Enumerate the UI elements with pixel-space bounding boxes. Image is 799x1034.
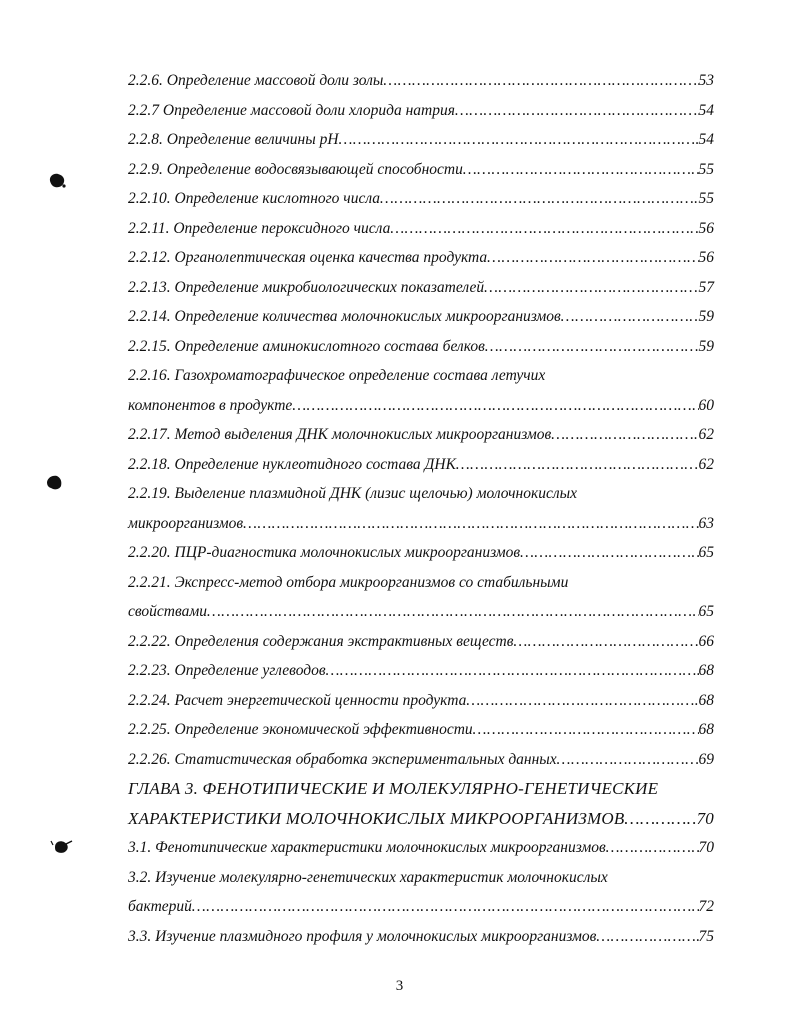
toc-entry-title: 2.2.15. Определение аминокислотного состава белков	[128, 337, 485, 355]
toc-entry	[128, 627, 714, 657]
toc-entry-page: 54	[698, 131, 714, 148]
dot-leader	[326, 656, 699, 686]
toc-entry	[128, 715, 714, 745]
toc-entry	[128, 597, 714, 627]
toc-entry-title: 2.2.18. Определение нуклеотидного состава ДНК	[128, 455, 456, 473]
dot-leader	[520, 538, 698, 568]
chapter-heading-line	[128, 774, 714, 804]
toc-entry-title: 2.2.8. Определение величины рН	[128, 131, 339, 148]
chapter-heading-line	[128, 804, 714, 834]
toc-entry	[128, 66, 714, 96]
dot-leader	[339, 125, 699, 155]
toc-entry-page: 72	[698, 898, 714, 915]
toc-entry-page: 60	[698, 396, 714, 414]
toc-entry-title: 2.2.6. Определение массовой доли золы	[128, 72, 384, 89]
ink-blot-mark	[50, 836, 74, 858]
dot-leader	[487, 243, 698, 273]
toc-entry-title: микроорганизмов	[128, 514, 244, 532]
ink-blot-mark	[46, 170, 68, 192]
toc-entry	[128, 155, 714, 185]
toc-entry-title: бактерий	[128, 898, 192, 915]
toc-entry-page: 55	[698, 190, 714, 207]
toc-entry	[128, 450, 714, 480]
toc-entry-page: 56	[698, 219, 714, 237]
toc-entry-title: компонентов в продукте	[128, 396, 293, 414]
dot-leader	[485, 332, 699, 362]
toc-entry	[128, 568, 714, 598]
toc-entry-title: ХАРАКТЕРИСТИКИ МОЛОЧНОКИСЛЫХ МИКРООРГАНИЗМОВ	[128, 808, 625, 828]
toc-entry-title: 2.2.19. Выделение плазмидной ДНК (лизис щелочью) молочнокислых	[128, 485, 578, 502]
toc-entry-page: 68	[698, 662, 714, 679]
toc-entry	[128, 656, 714, 686]
toc-entry-page: 69	[698, 750, 714, 768]
dot-leader	[456, 450, 699, 480]
table-of-contents	[128, 66, 714, 951]
toc-entry-title: 2.2.9. Определение водосвязывающей способности	[128, 160, 463, 178]
toc-entry-title: 2.2.14. Определение количества молочнокислых микроорганизмов	[128, 308, 561, 325]
toc-entry-page: 68	[698, 721, 714, 738]
dot-leader	[383, 66, 698, 96]
toc-entry	[128, 538, 714, 568]
toc-entry-title: 3.2. Изучение молекулярно-генетических характеристик молочнокислых	[128, 868, 608, 886]
toc-entry-page: 59	[698, 308, 714, 325]
toc-entry	[128, 214, 714, 244]
toc-entry-page: 55	[698, 160, 714, 178]
toc-entry	[128, 96, 714, 126]
toc-entry-title: 3.3. Изучение плазмидного профиля у молочнокислых микроорганизмов	[128, 927, 597, 945]
toc-entry-title: 2.2.10. Определение кислотного числа	[128, 190, 381, 207]
toc-entry-title: 2.2.20. ПЦР-диагностика молочнокислых микроорганизмов	[128, 544, 521, 561]
toc-entry	[128, 863, 714, 893]
toc-entry	[128, 420, 714, 450]
dot-leader	[513, 627, 698, 657]
toc-entry	[128, 479, 714, 509]
dot-leader	[624, 804, 696, 834]
toc-entry	[128, 686, 714, 716]
toc-entry-page: 53	[698, 72, 714, 89]
toc-entry-page: 62	[698, 426, 714, 443]
toc-entry-title: 2.2.16. Газохроматографическое определение состава летучих	[128, 367, 546, 384]
toc-entry-page: 54	[698, 101, 714, 119]
toc-entry-title: 2.2.13. Определение микробиологических показателей	[128, 278, 485, 296]
dot-leader	[292, 391, 698, 421]
dot-leader	[551, 420, 698, 450]
toc-entry	[128, 184, 714, 214]
toc-entry	[128, 302, 714, 332]
toc-entry-page: 59	[698, 337, 714, 355]
dot-leader	[484, 273, 698, 303]
toc-entry	[128, 833, 714, 863]
dot-leader	[243, 509, 698, 539]
toc-entry	[128, 509, 714, 539]
toc-entry-page: 65	[698, 544, 714, 561]
toc-entry	[128, 361, 714, 391]
toc-entry-title: свойствами	[128, 603, 207, 620]
toc-entry-title: 2.2.21. Экспресс-метод отбора микроорганизмов со стабильными	[128, 573, 569, 591]
toc-entry-title: 3.1. Фенотипические характеристики молочнокислых микроорганизмов	[128, 839, 606, 856]
dot-leader	[466, 686, 698, 716]
toc-entry-title: 2.2.12. Органолептическая оценка качества продукта	[128, 249, 488, 266]
dot-leader	[463, 155, 699, 185]
toc-entry	[128, 332, 714, 362]
toc-entry-title: 2.2.22. Определения содержания экстрактивных веществ	[128, 632, 514, 650]
dot-leader	[390, 214, 698, 244]
dot-leader	[473, 715, 699, 745]
toc-entry-title: 2.2.11. Определение пероксидного числа	[128, 219, 391, 237]
toc-entry-page: 63	[698, 514, 714, 532]
toc-entry	[128, 892, 714, 922]
dot-leader	[455, 96, 699, 126]
toc-entry	[128, 273, 714, 303]
toc-entry-title: 2.2.25. Определение экономической эффективности	[128, 721, 473, 738]
toc-entry	[128, 391, 714, 421]
toc-entry	[128, 125, 714, 155]
dot-leader	[561, 302, 699, 332]
dot-leader	[380, 184, 698, 214]
toc-entry-page: 70	[696, 808, 714, 828]
dot-leader	[557, 745, 699, 775]
toc-entry-title: ГЛАВА 3. ФЕНОТИПИЧЕСКИЕ И МОЛЕКУЛЯРНО-ГЕНЕТИЧЕСКИЕ	[128, 779, 659, 798]
toc-entry-page: 62	[698, 455, 714, 473]
toc-entry-page: 65	[698, 603, 714, 620]
dot-leader	[606, 833, 699, 863]
toc-entry-title: 2.2.26. Статистическая обработка экспериментальных данных	[128, 750, 557, 768]
toc-entry-title: 2.2.17. Метод выделения ДНК молочнокислых микроорганизмов	[128, 426, 552, 443]
toc-entry-page: 75	[698, 927, 714, 945]
dot-leader	[192, 892, 699, 922]
toc-entry	[128, 745, 714, 775]
toc-entry-page: 56	[698, 249, 714, 266]
toc-entry-title: 2.2.24. Расчет энергетической ценности продукта	[128, 691, 467, 709]
toc-entry	[128, 922, 714, 952]
toc-entry-title: 2.2.7 Определение массовой доли хлорида натрия	[128, 101, 455, 119]
toc-entry-page: 70	[698, 839, 714, 856]
page-number: 3	[395, 978, 404, 994]
toc-entry-page: 68	[698, 691, 714, 709]
dot-leader	[207, 597, 699, 627]
dot-leader	[596, 922, 698, 952]
ink-blot-mark	[44, 472, 66, 494]
toc-entry-page: 66	[698, 632, 714, 650]
toc-entry-page: 57	[698, 278, 714, 296]
toc-entry-title: 2.2.23. Определение углеводов	[128, 662, 326, 679]
toc-entry	[128, 243, 714, 273]
